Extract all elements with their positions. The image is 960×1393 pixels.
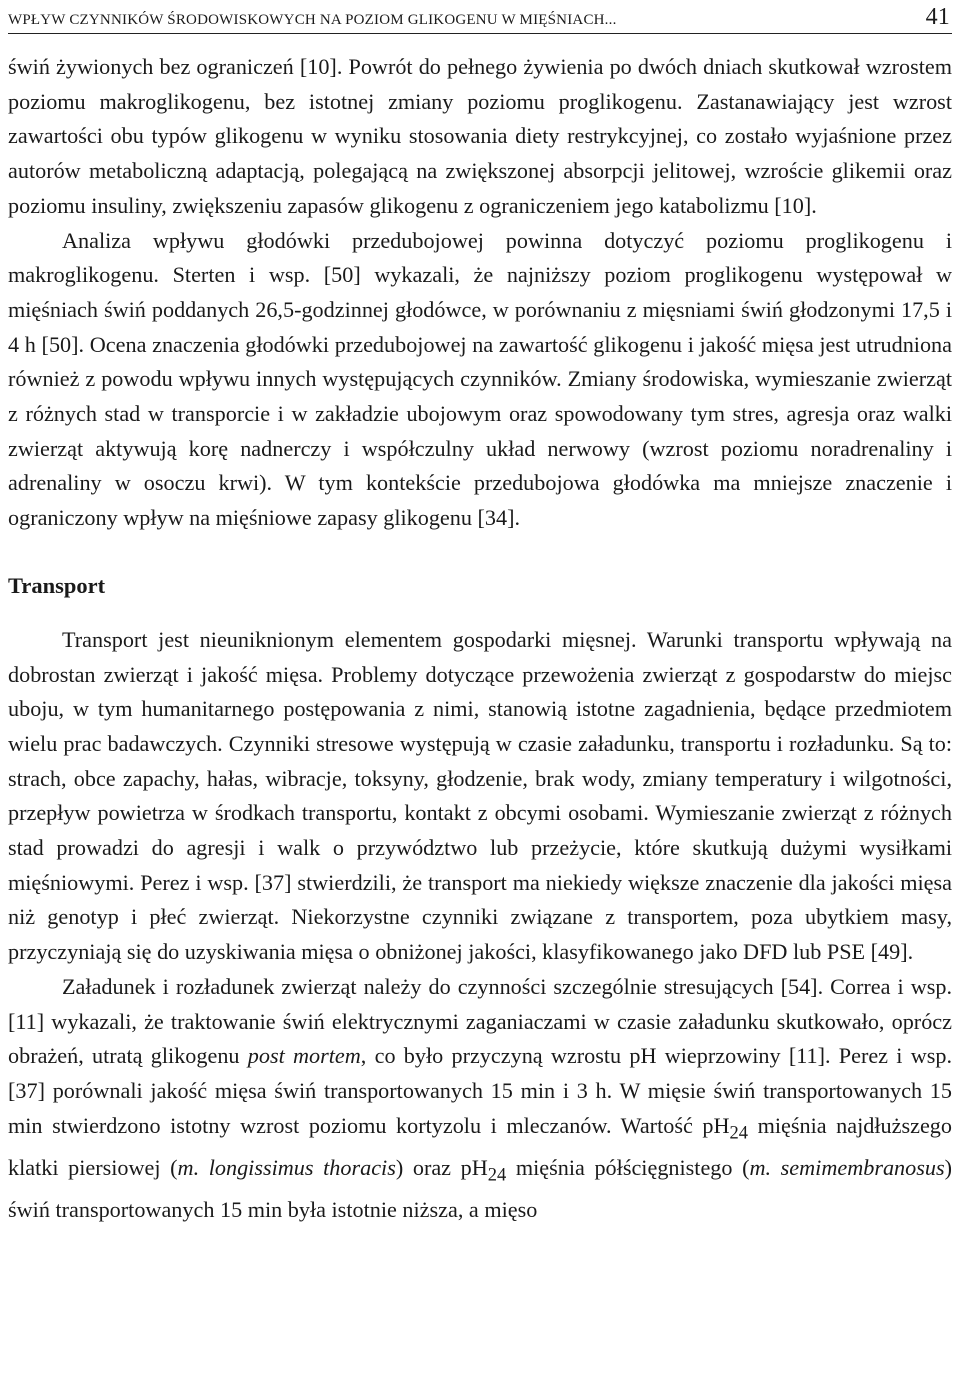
italic-term: m. longissimus thoracis [177,1154,396,1180]
paragraph: Transport jest nieuniknionym elementem gospodarki mięsnej. Warunki transportu wpływają na dobrostan zwierząt i jakość mięsa. Problemy dotyczące przewożenia zwierząt z gospodarstw do miejsc uboju, w tym humanitarnego postępowania z nimi, stanowią istotne zagadnienia, będące przedmiotem wielu prac badawczych. Czynniki stresowe występują w czasie załadunku, transportu i rozładunku. Są to: strach, obce zapachy, hałas, wibracje, toksyny, głodzenie, brak wody, zmiany temperatury i wilgotności, przepływ powietrza w środkach transportu, kontakt z obcymi osobami. Wymieszanie zwierząt z różnych stad prowadzi do agresji i walk o przywództwo lub przeżycie, które skutkują dużymi wysiłkami mięśniowymi. Perez i wsp. [37] stwierdzili, że transport ma niekiedy większe znaczenie dla jakości mięsa niż genotyp i płeć zwierząt. Niekorzystne czynniki związane z transportem, poza ubytkiem masy, przyczyniają się do uzyskiwania mięsa o obniżonej jakości, klasyfikowanego jako DFD lub PSE [49]. [8,626,952,965]
italic-term: m. semimembranosus [749,1154,945,1180]
subscript: 24 [487,1165,507,1186]
text-run: ) oraz pH [395,1154,488,1180]
subscript: 24 [729,1123,749,1144]
running-title: WPŁYW CZYNNIKÓW ŚRODOWISKOWYCH NA POZIOM GLIKOGENU W MIĘŚNIACH... [8,12,617,28]
section-continued [8,50,952,536]
paragraph: Analiza wpływu głodówki przedubojowej powinna dotyczyć poziomu proglikogenu i makroglikogenu. Sterten i wsp. [50] wykazali, że najniższy poziom proglikogenu występował w mięśniach świń poddanych 26,5-godzinnej głodówce, w porównaniu z mięsniami świń głodzonymi 17,5 i 4 h [50]. Ocena znaczenia głodówki przedubojowej na zawartość glikogenu i jakość mięsa jest utrudniona również z powodu wpływu innych występujących czynników. Zmiany środowiska, wymieszanie zwierząt z różnych stad w transporcie i w zakładzie ubojowym oraz spowodowany tym stres, agresja oraz walki zwierząt aktywują korę nadnerczy i współczulny układ nerwowy (wzrost poziomu noradrenaliny i adrenaliny w osoczu krwi). W tym kontekście przedubojowa głodówka ma mniejsze znaczenie i ograniczony wpływ na mięśniowe zapasy glikogenu [34]. [8,227,952,531]
text-run: mięśnia półścięgnistego ( [506,1154,750,1180]
section-heading: Transport [8,572,106,598]
text-run: , co było przyczyną wzrostu pH wieprzowiny [11]. Perez i wsp. [37] porównali jakość mięsa świń transportowanych 15 min i 3 h. W mięsie świń transportowanych 15 min stwierdzono istotny wzrost poziomu kortyzolu i mleczanów. Wartość pH [8,1043,952,1138]
page [8,0,952,1228]
italic-term: post mortem [247,1043,361,1069]
text-run: Załadunek i rozładunek zwierząt należy do czynności szczególnie stresujących [54]. Correa i wsp. [11] wykazali, że traktowanie świń elektrycznymi zaganiaczami w czasie załadunku skutkowało, oprócz obrażeń, utratą glikogenu [8,973,952,1069]
section-transport [8,623,952,1228]
running-header [8,0,952,34]
paragraph [8,970,952,1228]
text-run: ) świń transportowanych 15 min była istotnie niższa, a mięso [8,1154,952,1222]
paragraph: świń żywionych bez ograniczeń [10]. Powrót do pełnego żywienia po dwóch dniach skutkował wzrostem poziomu makroglikogenu, bez istotnej zmiany poziomu proglikogenu. Zastanawiający jest wzrost zawartości obu typów glikogenu w wyniku stosowania diety restrykcyjnej, co zostało wyjaśnione przez autorów metaboliczną adaptacją, polegającą na zwiększonej absorpcji jelitowej, wzroście glikemii oraz poziomu insuliny, zwiększeniu zapasów glikogenu z ograniczeniem jego katabolizmu [10]. [8,54,952,218]
page-number: 41 [925,4,950,30]
text-run: mięśnia najdłuższego klatki piersiowej ( [8,1112,952,1180]
